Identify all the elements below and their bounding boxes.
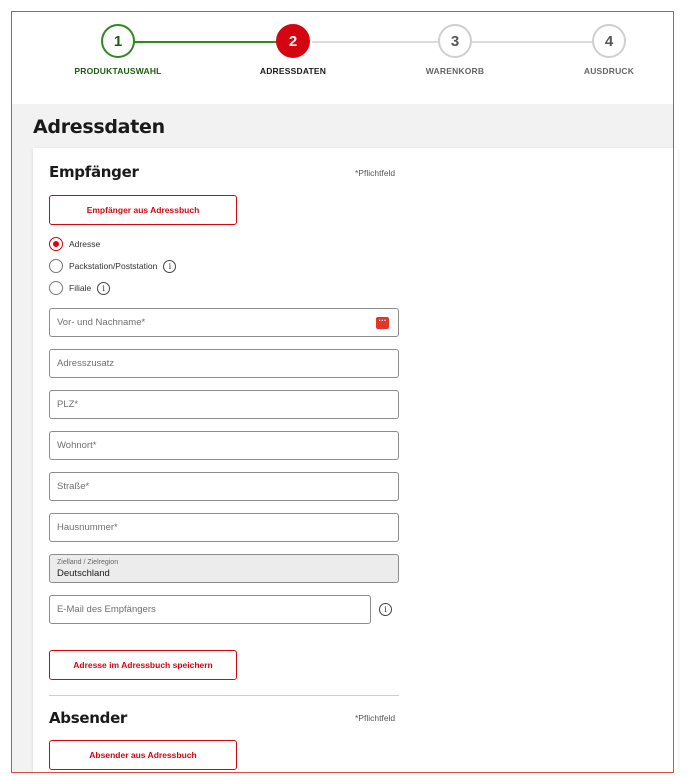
- step-label: WARENKORB: [425, 66, 485, 76]
- radio-button[interactable]: [49, 281, 63, 295]
- checkout-stepper: [12, 12, 673, 104]
- step-produktauswahl[interactable]: [58, 24, 178, 76]
- recipient-from-addressbook-button[interactable]: Empfänger aus Adressbuch: [49, 195, 237, 225]
- radio-adresse[interactable]: [49, 237, 100, 251]
- info-icon[interactable]: i: [163, 260, 176, 273]
- country-select[interactable]: [49, 554, 399, 583]
- radio-label: Packstation/Poststation: [69, 261, 158, 271]
- info-icon[interactable]: i: [379, 603, 392, 616]
- step-ausdruck: [549, 24, 669, 76]
- name-input[interactable]: [49, 308, 399, 337]
- address-addition-placeholder: Adresszusatz: [57, 358, 115, 369]
- email-input[interactable]: [49, 595, 371, 624]
- radio-button-checked[interactable]: [49, 237, 63, 251]
- zip-input[interactable]: [49, 390, 399, 419]
- radio-button[interactable]: [49, 259, 63, 273]
- step-label: PRODUKTAUSWAHL: [74, 66, 162, 76]
- address-addition-input[interactable]: [49, 349, 399, 378]
- country-value: Deutschland: [57, 568, 110, 579]
- sender-title: Absender: [49, 709, 128, 727]
- password-manager-icon[interactable]: ···: [376, 317, 389, 329]
- country-label: Zielland / Zielregion: [57, 559, 119, 566]
- step-number: 2: [276, 24, 310, 58]
- step-label: ADRESSDATEN: [259, 66, 327, 76]
- save-to-addressbook-button[interactable]: Adresse im Adressbuch speichern: [49, 650, 237, 680]
- required-note: *Pflichtfeld: [355, 168, 396, 178]
- info-icon[interactable]: i: [97, 282, 110, 295]
- city-placeholder: Wohnort*: [57, 440, 97, 451]
- step-number: 1: [101, 24, 135, 58]
- page-title: Adressdaten: [33, 116, 165, 138]
- recipient-title: Empfänger: [49, 163, 139, 181]
- section-divider: [49, 695, 399, 696]
- step-adressdaten: [233, 24, 353, 76]
- radio-label: Filiale: [69, 283, 92, 293]
- step-number: 3: [438, 24, 472, 58]
- step-label: AUSDRUCK: [583, 66, 635, 76]
- name-placeholder: Vor- und Nachname*: [57, 317, 146, 328]
- address-form-card: [33, 148, 678, 776]
- street-input[interactable]: [49, 472, 399, 501]
- zip-placeholder: PLZ*: [57, 399, 79, 410]
- required-note: *Pflichtfeld: [355, 713, 396, 723]
- city-input[interactable]: [49, 431, 399, 460]
- house-number-placeholder: Hausnummer*: [57, 522, 118, 533]
- radio-label: Adresse: [69, 239, 101, 249]
- step-warenkorb: [395, 24, 515, 76]
- email-placeholder: E-Mail des Empfängers: [57, 604, 156, 615]
- step-number: 4: [592, 24, 626, 58]
- sender-from-addressbook-button[interactable]: Absender aus Adressbuch: [49, 740, 237, 770]
- radio-packstation[interactable]: [49, 259, 176, 273]
- street-placeholder: Straße*: [57, 481, 90, 492]
- house-number-input[interactable]: [49, 513, 399, 542]
- radio-filiale[interactable]: [49, 281, 110, 295]
